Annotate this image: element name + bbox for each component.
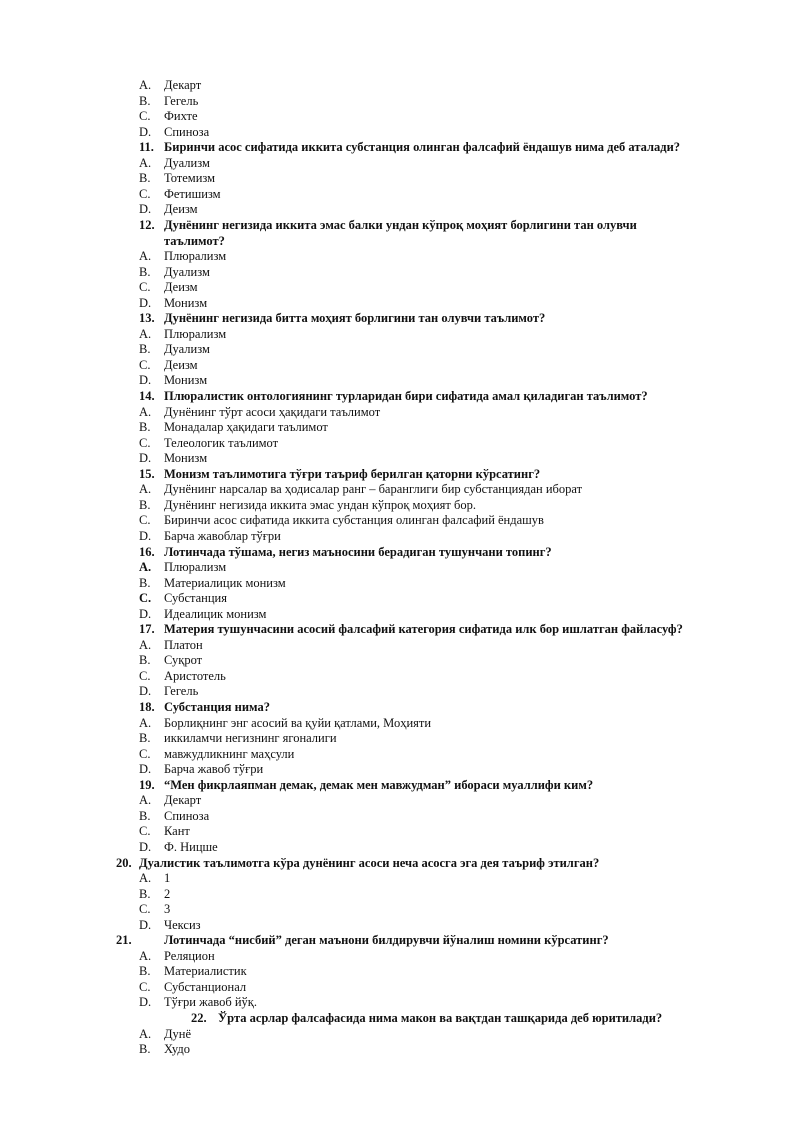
option-text: Фихте (164, 109, 198, 124)
option-letter: D. (139, 202, 152, 217)
option-text: Идеалицик монизм (164, 606, 267, 621)
option-letter: C. (139, 824, 151, 839)
option-letter: A. (139, 155, 152, 170)
question-text: Биринчи асос сифатида иккита субстанция олинган фалсафий ёндашув нима деб аталади? (164, 140, 681, 155)
option-letter: C. (139, 280, 151, 295)
option-text: Реляцион (164, 948, 215, 963)
option-text: Плюрализм (164, 560, 227, 575)
option-text: Деизм (164, 202, 198, 217)
question-number: 13. (139, 311, 155, 326)
option-text: Декарт (164, 793, 202, 808)
option-letter: B. (139, 93, 151, 108)
question-text: Дуалистик таълимотга кўра дунёнинг асоси неча асосга эга дея таъриф этилган? (139, 855, 600, 870)
question-text: “Мен фикрлаяпман демак, демак мен мавжудман” ибораси муаллифи ким? (164, 777, 594, 792)
option-letter: D. (139, 295, 152, 310)
option-text: Материалистик (164, 964, 247, 979)
question-number: 21. (116, 933, 132, 948)
option-text: Барча жавоб тўғри (164, 762, 264, 777)
question-number: 14. (139, 389, 155, 403)
question-text: Субстанция нима? (164, 700, 270, 714)
option-letter: B. (139, 171, 151, 186)
option-text: Тўғри жавоб йўқ. (164, 995, 257, 1010)
option-letter: A. (139, 560, 152, 575)
option-text: Материалицик монизм (164, 575, 286, 590)
option-text: Тотемизм (164, 171, 216, 186)
option-letter: A. (139, 482, 152, 497)
option-text: Спиноза (164, 808, 210, 823)
option-text: Деизм (164, 280, 198, 295)
option-letter: D. (139, 124, 152, 139)
option-text: Ф. Ницше (164, 839, 218, 854)
question-text: Материя тушунчасини асосий фалсафий категория сифатида илк бор ишлатган файласуф? (164, 622, 683, 637)
option-text: Декарт (164, 78, 202, 92)
question-text: Дунёнинг негизида битта моҳият борлигини тан олувчи таълимот? (164, 311, 546, 326)
option-letter: D. (139, 528, 152, 543)
option-letter: B. (139, 731, 151, 746)
option-text: Плюрализм (164, 249, 227, 264)
option-text: Дуализм (164, 342, 210, 357)
option-letter: D. (139, 373, 152, 388)
option-text: Субстанционал (164, 979, 247, 994)
question-text: Лотинчада “нисбий” деган маънони билдирувчи йўналиш номини кўрсатинг? (164, 933, 609, 948)
option-text: Дунёнинг тўрт асоси ҳақидаги таълимот (164, 404, 381, 419)
option-text: Гегель (164, 684, 199, 699)
option-text: мавжудликнинг маҳсули (164, 746, 295, 761)
option-letter: B. (139, 653, 151, 668)
option-text: Кант (164, 824, 190, 839)
option-text: Аристотель (164, 668, 226, 683)
question-text: Дунёнинг негизида иккита эмас балки ундан кўпроқ моҳият борлигини тан олувчи (164, 217, 637, 232)
question-number: 20. (116, 855, 132, 870)
option-text: Плюрализм (164, 326, 227, 341)
option-letter: A. (139, 948, 152, 963)
option-letter: A. (139, 326, 152, 341)
option-letter: C. (139, 109, 151, 124)
option-text: Худо (164, 1042, 191, 1057)
option-letter: C. (139, 902, 151, 917)
option-letter: B. (139, 497, 151, 512)
option-letter: C. (139, 186, 151, 201)
option-letter: B. (139, 342, 151, 357)
question-number: 18. (139, 700, 155, 714)
option-text: 2 (164, 886, 171, 901)
question-text: Плюралистик онтологиянинг турларидан бири сифатида амал қиладиган таълимот? (164, 389, 648, 403)
option-text: Суқрот (164, 653, 203, 668)
option-text: Фетишизм (164, 186, 221, 201)
question-number: 17. (139, 622, 155, 637)
option-text: Дунёнинг негизида иккита эмас ундан кўпроқ моҳият бор. (164, 497, 476, 512)
option-letter: D. (139, 606, 152, 621)
option-text: Барча жавоблар тўғри (164, 528, 281, 543)
option-text: Монизм (164, 451, 208, 466)
option-letter: C. (139, 668, 151, 683)
option-text: 3 (164, 902, 171, 917)
option-text: Телеологик таълимот (164, 435, 279, 450)
option-text: Биринчи асос сифатида иккита субстанция олинган фалсафий ёндашув (164, 513, 544, 528)
option-letter: A. (139, 249, 152, 264)
option-text: Спиноза (164, 124, 210, 139)
option-letter: B. (139, 808, 151, 823)
option-letter: C. (139, 357, 151, 372)
option-text: Деизм (164, 357, 198, 372)
option-letter: C. (139, 746, 151, 761)
option-letter: D. (139, 762, 152, 777)
question-text: Ўрта асрлар фалсафасида нима макон ва вақтдан ташқарида деб юритилади? (218, 1011, 663, 1025)
question-text: Монизм таълимотига тўғри таъриф берилган қаторни кўрсатинг? (164, 466, 541, 481)
question-text: таълимот? (164, 233, 225, 248)
option-text: Монизм (164, 373, 208, 388)
option-letter: C. (139, 591, 152, 606)
option-letter: B. (139, 264, 151, 279)
question-text: Лотинчада тўшама, негиз маъносини берадиган тушунчани топинг? (164, 544, 552, 559)
option-letter: B. (139, 420, 151, 435)
question-number: 12. (139, 217, 155, 232)
option-letter: B. (139, 1042, 151, 1057)
option-text: Гегель (164, 93, 199, 108)
question-number: 22. (191, 1011, 207, 1025)
option-letter: D. (139, 451, 152, 466)
option-letter: B. (139, 575, 151, 590)
option-letter: C. (139, 513, 151, 528)
option-letter: D. (139, 684, 152, 699)
option-letter: A. (139, 1026, 152, 1041)
option-text: Дуализм (164, 155, 210, 170)
option-letter: A. (139, 871, 152, 886)
question-number: 11. (139, 140, 154, 155)
option-text: Чексиз (164, 917, 201, 932)
option-text: иккиламчи негизнинг ягоналиги (164, 731, 337, 746)
option-letter: C. (139, 435, 151, 450)
option-letter: C. (139, 979, 151, 994)
option-text: Монадалар ҳақидаги таълимот (164, 420, 328, 435)
question-number: 15. (139, 466, 155, 481)
option-text: Дунёнинг нарсалар ва ҳодисалар ранг – баранглиги бир субстанциядан иборат (164, 482, 583, 497)
option-letter: A. (139, 637, 152, 652)
question-number: 16. (139, 544, 155, 559)
option-letter: A. (139, 793, 152, 808)
option-text: Монизм (164, 295, 208, 310)
question-number: 19. (139, 777, 155, 792)
option-letter: A. (139, 78, 152, 92)
option-text: Дуализм (164, 264, 210, 279)
option-text: Платон (164, 637, 203, 652)
option-letter: A. (139, 404, 152, 419)
option-text: 1 (164, 871, 171, 886)
option-letter: D. (139, 995, 152, 1010)
option-letter: B. (139, 964, 151, 979)
option-text: Дунё (164, 1026, 192, 1041)
option-letter: D. (139, 917, 152, 932)
option-letter: B. (139, 886, 151, 901)
option-text: Борлиқнинг энг асосий ва қуйи қатлами, Моҳияти (164, 715, 432, 730)
option-letter: D. (139, 839, 152, 854)
option-text: Субстанция (164, 591, 228, 606)
option-letter: A. (139, 715, 152, 730)
